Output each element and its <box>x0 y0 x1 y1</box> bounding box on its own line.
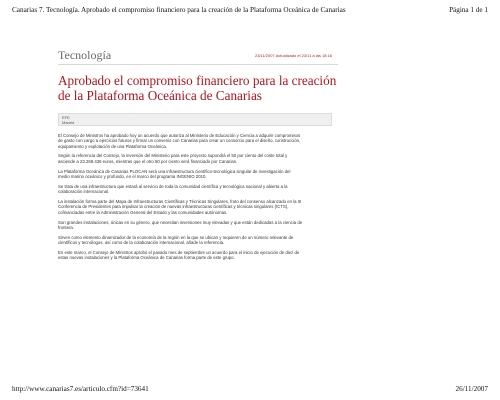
article-headline: Aprobado el compromiso financiero para la creación de la Plataforma Oceánica de Canarias <box>58 73 337 103</box>
print-header-title: Canarias 7. Tecnología. Aprobado el compromiso financiero para la creación de la Plataforma Oceánica de Canarias <box>12 6 346 14</box>
section-title[interactable]: Tecnología <box>58 48 112 62</box>
print-header <box>12 6 488 18</box>
article-paragraph: La Plataforma Oceánica de Canarias PLOCAN será una infraestructura científico-tecnológica singular de investigación del medio marino oceánico y profundo, en el marco del programa INGENIO 2010. <box>58 168 291 179</box>
article-paragraph: En este marco, el Consejo de Ministros aprobó el pasado mes de septiembre un acuerdo para el inicio de ejecución de diez de estas nuevas instalaciones y la Plataforma Oceánica de Canarias forma parte de este grupo. <box>58 249 300 261</box>
article-date: 23/11/2007 Actualizado el 23/11 a las 18:16 <box>254 53 332 58</box>
print-footer-date: 26/11/2007 <box>455 385 488 393</box>
article-paragraph: Se trata de una infraestructura que estará al servicio de toda la comunidad científica y tecnológica nacional y abierta a la colaboración internacional. <box>58 183 288 195</box>
article-body <box>58 133 303 261</box>
article-paragraph: El Consejo de Ministros ha aprobado hoy un acuerdo que autoriza al Ministerio de Educación y Ciencia a adquirir compromisos de gasto con cargo a ejercicios futuros y firmar un convenio con Canarias para crear un consorcio para el diseño, construcción, equipamiento y explotación de una Plataforma Oceánica. <box>58 133 301 149</box>
article-paragraph: Son grandes instalaciones, únicas en su género, que necesitan inversiones muy elevadas y que están dedicadas a la ciencia de frontera. <box>58 219 303 230</box>
source-box <box>58 113 332 126</box>
print-footer <box>12 385 488 395</box>
article-paragraph: Sirven como elemento dinamizador de la economía de la región en la que se ubican y requieren de un número relevante de científicos y tecnólogos, así como de la colaboración internacional, añade la referencia. <box>58 234 294 246</box>
section-header <box>58 48 338 65</box>
article-paragraph: La instalación forma parte del Mapa de Infraestructuras Científicas y Técnicas Singulares, fruto del consenso alcanzado en la III Conferencia de Presidentes para impulsar la creación de nuevas infraestructuras científicas y técnicas singulares (ICTS), cofinanciadas entre la Administración General del Estado y las comunidades autónomas. <box>58 199 302 215</box>
print-header-page-number: Página 1 de 1 <box>449 6 488 14</box>
source-location: Madrid <box>62 120 75 125</box>
article-paragraph: Según la referencia del Consejo, la inversión del Ministerio para este proyecto supondrá el 50 por ciento del coste total y asciende a 23.268.436 euros, mientras que el otro 50 por ciento será financiado por Canarias. <box>58 153 288 164</box>
print-footer-url[interactable]: http://www.canarias7.es/articulo.cfm?id=73641 <box>12 385 149 393</box>
article <box>58 48 338 265</box>
source-agency: EFE <box>62 115 70 120</box>
